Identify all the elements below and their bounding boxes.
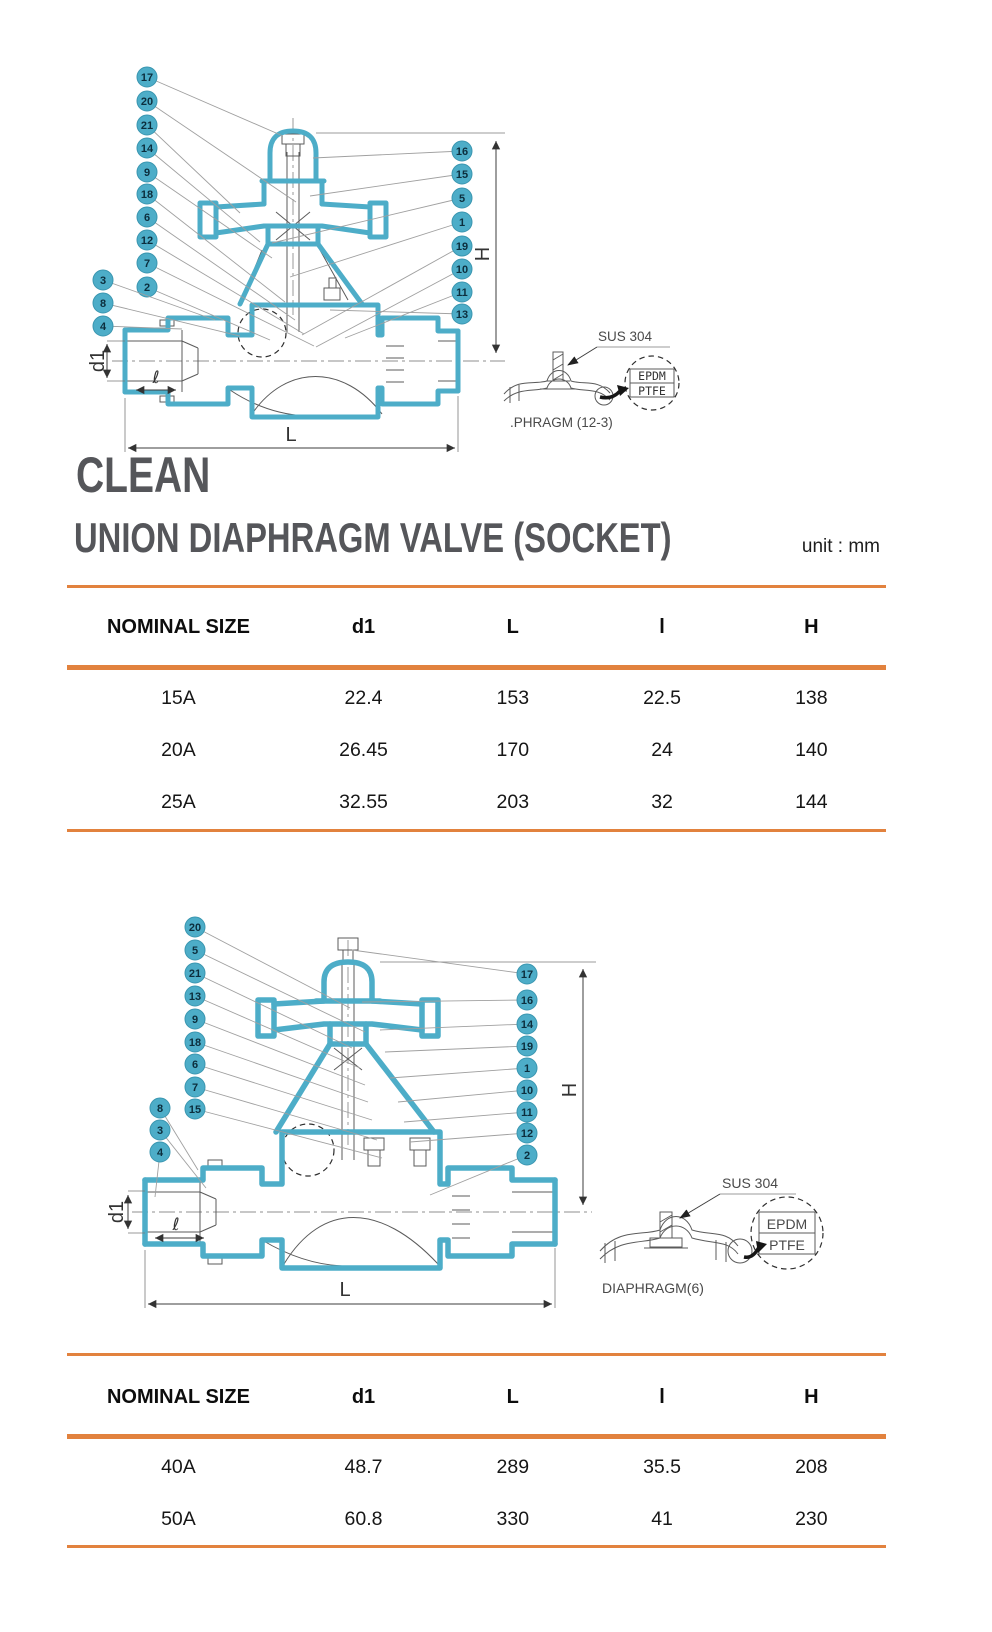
svg-text:3: 3	[99, 275, 107, 287]
dim-label-l: ℓ	[152, 368, 160, 388]
svg-text:5: 5	[458, 193, 466, 205]
svg-text:1: 1	[523, 1063, 531, 1075]
dim-label-L: L	[285, 424, 297, 446]
callout-badge-20	[185, 917, 205, 937]
callout-badge-12	[137, 230, 157, 250]
table-cell: 203	[496, 790, 530, 813]
dim-label-L: L	[339, 1279, 351, 1301]
callout-badge-6	[185, 1054, 205, 1074]
svg-text:15: 15	[188, 1104, 202, 1116]
svg-text:8: 8	[99, 298, 107, 310]
unit-label: unit : mm	[801, 536, 880, 557]
table-cell: 170	[496, 738, 530, 761]
dim-label-l: ℓ	[172, 1215, 180, 1235]
orange-rule-top2	[67, 1353, 886, 1356]
table2-header-d1: d1	[351, 1385, 376, 1408]
callout-badge-14	[517, 1014, 537, 1034]
table-cell: 40A	[161, 1455, 196, 1478]
callout-badge-20	[137, 91, 157, 111]
svg-text:9: 9	[143, 167, 151, 179]
table-cell: 289	[496, 1455, 530, 1478]
svg-text:14: 14	[520, 1019, 534, 1031]
orange-rule-bottom2	[67, 1545, 886, 1548]
detail-caption: DIAPHRAGM(6)	[602, 1280, 704, 1296]
table1-header-H: H	[804, 615, 819, 638]
callout-leader-14	[147, 148, 260, 242]
callout-badge-10	[452, 259, 472, 279]
table-cell: 20A	[161, 738, 196, 761]
svg-text:2: 2	[523, 1150, 531, 1162]
svg-text:11: 11	[456, 287, 468, 299]
brand-title: CLEAN	[76, 447, 211, 503]
table-cell: 22.5	[643, 686, 682, 709]
table-cell: 60.8	[344, 1507, 383, 1530]
svg-text:4: 4	[156, 1147, 164, 1159]
callout-badge-17	[137, 67, 157, 87]
table-cell: 26.45	[339, 738, 388, 761]
callout-badge-7	[185, 1077, 205, 1097]
table2-header-l: l	[659, 1385, 665, 1408]
table-cell: 25A	[161, 790, 196, 813]
callout-badge-2	[137, 277, 157, 297]
callout-badge-12	[517, 1123, 537, 1143]
callout-leader-19	[385, 1046, 527, 1052]
callout-badge-15	[452, 164, 472, 184]
callout-badge-8	[150, 1098, 170, 1118]
callout-badge-21	[185, 963, 205, 983]
svg-text:18: 18	[188, 1037, 202, 1049]
table-cell: 35.5	[643, 1455, 682, 1478]
dim-label-H: H	[472, 246, 494, 262]
orange-rule-bottom1	[67, 829, 886, 832]
callout-badge-19	[517, 1036, 537, 1056]
svg-text:16: 16	[455, 146, 469, 158]
callout-badge-10	[517, 1080, 537, 1100]
callout-leader-1	[390, 1068, 527, 1078]
layer-bottom-label: PTFE	[769, 1237, 805, 1253]
svg-text:7: 7	[191, 1082, 199, 1094]
svg-text:19: 19	[520, 1041, 534, 1053]
table-cell: 22.4	[344, 686, 383, 709]
svg-text:11: 11	[521, 1107, 533, 1119]
layer-top-label: EPDM	[638, 369, 666, 383]
table1-header-nominal: NOMINAL SIZE	[106, 615, 250, 638]
diaphragm-detail	[600, 1175, 823, 1296]
table1-header-d1: d1	[351, 615, 376, 638]
table-cell: 208	[795, 1455, 828, 1478]
svg-text:19: 19	[455, 241, 469, 253]
table-row	[68, 787, 886, 817]
svg-text:15: 15	[455, 169, 469, 181]
callout-leader-17	[147, 77, 283, 136]
svg-text:12: 12	[140, 235, 154, 247]
internal-lines	[145, 938, 555, 1266]
layer-top-label: EPDM	[766, 1216, 808, 1232]
callout-badge-2	[517, 1145, 537, 1165]
callout-leader-15	[310, 174, 462, 196]
table-cell: 32	[651, 790, 673, 813]
callout-badge-13	[452, 304, 472, 324]
callout-badge-18	[137, 184, 157, 204]
table2-header-row	[68, 1382, 886, 1412]
table2-header-L: L	[506, 1385, 519, 1408]
callout-badge-14	[137, 138, 157, 158]
table-cell: 15A	[161, 686, 196, 709]
callout-leader-9	[147, 172, 272, 258]
svg-text:12: 12	[520, 1128, 534, 1140]
callout-leader-13	[195, 996, 360, 1068]
layer-bottom-label: PTFE	[638, 384, 666, 398]
svg-text:7: 7	[143, 258, 151, 270]
callout-badge-21	[137, 115, 157, 135]
callout-badge-8	[93, 293, 113, 313]
svg-text:3: 3	[156, 1125, 164, 1137]
svg-text:16: 16	[520, 995, 534, 1007]
table2-header-nominal: NOMINAL SIZE	[106, 1385, 250, 1408]
callout-badge-11	[452, 282, 472, 302]
svg-text:6: 6	[191, 1059, 199, 1071]
svg-text:9: 9	[191, 1014, 199, 1026]
callout-badge-16	[452, 141, 472, 161]
internal-lines	[125, 134, 458, 416]
orange-rule-thick1	[67, 665, 886, 670]
svg-text:21: 21	[188, 968, 202, 980]
svg-text:20: 20	[140, 96, 154, 108]
callout-leader-10	[398, 1090, 527, 1102]
table-cell: 50A	[161, 1507, 196, 1530]
svg-text:1: 1	[458, 217, 466, 229]
svg-text:18: 18	[140, 189, 154, 201]
table-cell: 48.7	[344, 1455, 383, 1478]
callout-badge-4	[93, 316, 113, 336]
table-row	[68, 1452, 886, 1482]
svg-text:10: 10	[520, 1085, 534, 1097]
table-row	[68, 683, 886, 713]
callout-badge-5	[452, 188, 472, 208]
table-cell: 24	[651, 738, 673, 761]
callout-badge-4	[150, 1142, 170, 1162]
callout-badge-16	[517, 990, 537, 1010]
callout-badge-1	[517, 1058, 537, 1078]
table1-header-L: L	[506, 615, 519, 638]
callout-badge-6	[137, 207, 157, 227]
svg-text:8: 8	[156, 1103, 164, 1115]
orange-rule-thick2	[67, 1434, 886, 1439]
diaphragm-detail	[504, 329, 679, 430]
callout-leader-16	[313, 151, 462, 158]
table-cell: 140	[795, 738, 828, 761]
table-cell: 153	[496, 686, 530, 709]
table1-header-l: l	[659, 615, 665, 638]
callout-badge-3	[93, 270, 113, 290]
svg-text:6: 6	[143, 212, 151, 224]
svg-text:17: 17	[140, 72, 154, 84]
callout-leader-10	[316, 269, 462, 347]
svg-text:21: 21	[140, 120, 154, 132]
callout-leader-3	[103, 280, 215, 320]
svg-text:10: 10	[455, 264, 469, 276]
table1-header-row	[68, 612, 886, 642]
svg-text:14: 14	[140, 143, 154, 155]
svg-text:20: 20	[188, 922, 202, 934]
callout-badge-18	[185, 1032, 205, 1052]
dim-label-d1: d1	[87, 349, 109, 373]
table-row	[68, 735, 886, 765]
svg-text:13: 13	[188, 991, 202, 1003]
table2-header-H: H	[804, 1385, 819, 1408]
callout-badge-13	[185, 986, 205, 1006]
table-cell: 144	[795, 790, 828, 813]
svg-text:4: 4	[99, 321, 107, 333]
dim-label-d1: d1	[106, 1200, 128, 1224]
callout-badge-3	[150, 1120, 170, 1140]
material-label: SUS 304	[598, 329, 653, 344]
callout-leader-21	[147, 125, 240, 213]
detail-caption: .PHRAGM (12-3)	[510, 415, 613, 430]
callout-badge-1	[452, 212, 472, 232]
centerlines	[112, 118, 505, 361]
svg-text:17: 17	[520, 969, 534, 981]
diagram2-valve-drawing	[0, 870, 992, 1320]
material-label: SUS 304	[722, 1175, 779, 1191]
table-row	[68, 1504, 886, 1534]
svg-text:13: 13	[455, 309, 469, 321]
table-cell: 230	[795, 1507, 828, 1530]
callout-badge-5	[185, 940, 205, 960]
product-title: UNION DIAPHRAGM VALVE (SOCKET)	[74, 514, 672, 561]
callout-badge-11	[517, 1102, 537, 1122]
orange-rule-top1	[67, 585, 886, 588]
callout-badge-19	[452, 236, 472, 256]
callout-badge-9	[137, 162, 157, 182]
table-cell: 32.55	[339, 790, 388, 813]
callout-badge-9	[185, 1009, 205, 1029]
dim-label-H: H	[559, 1082, 581, 1098]
diagram1-valve-drawing	[0, 0, 992, 460]
callout-badge-7	[137, 253, 157, 273]
callout-badge-15	[185, 1099, 205, 1119]
callout-leader-13	[330, 310, 462, 314]
table-cell: 41	[651, 1507, 673, 1530]
table-cell: 138	[795, 686, 828, 709]
valve-outline	[125, 131, 458, 417]
svg-text:5: 5	[191, 945, 199, 957]
svg-text:2: 2	[143, 282, 151, 294]
table-cell: 330	[496, 1507, 530, 1530]
callout-badge-17	[517, 964, 537, 984]
